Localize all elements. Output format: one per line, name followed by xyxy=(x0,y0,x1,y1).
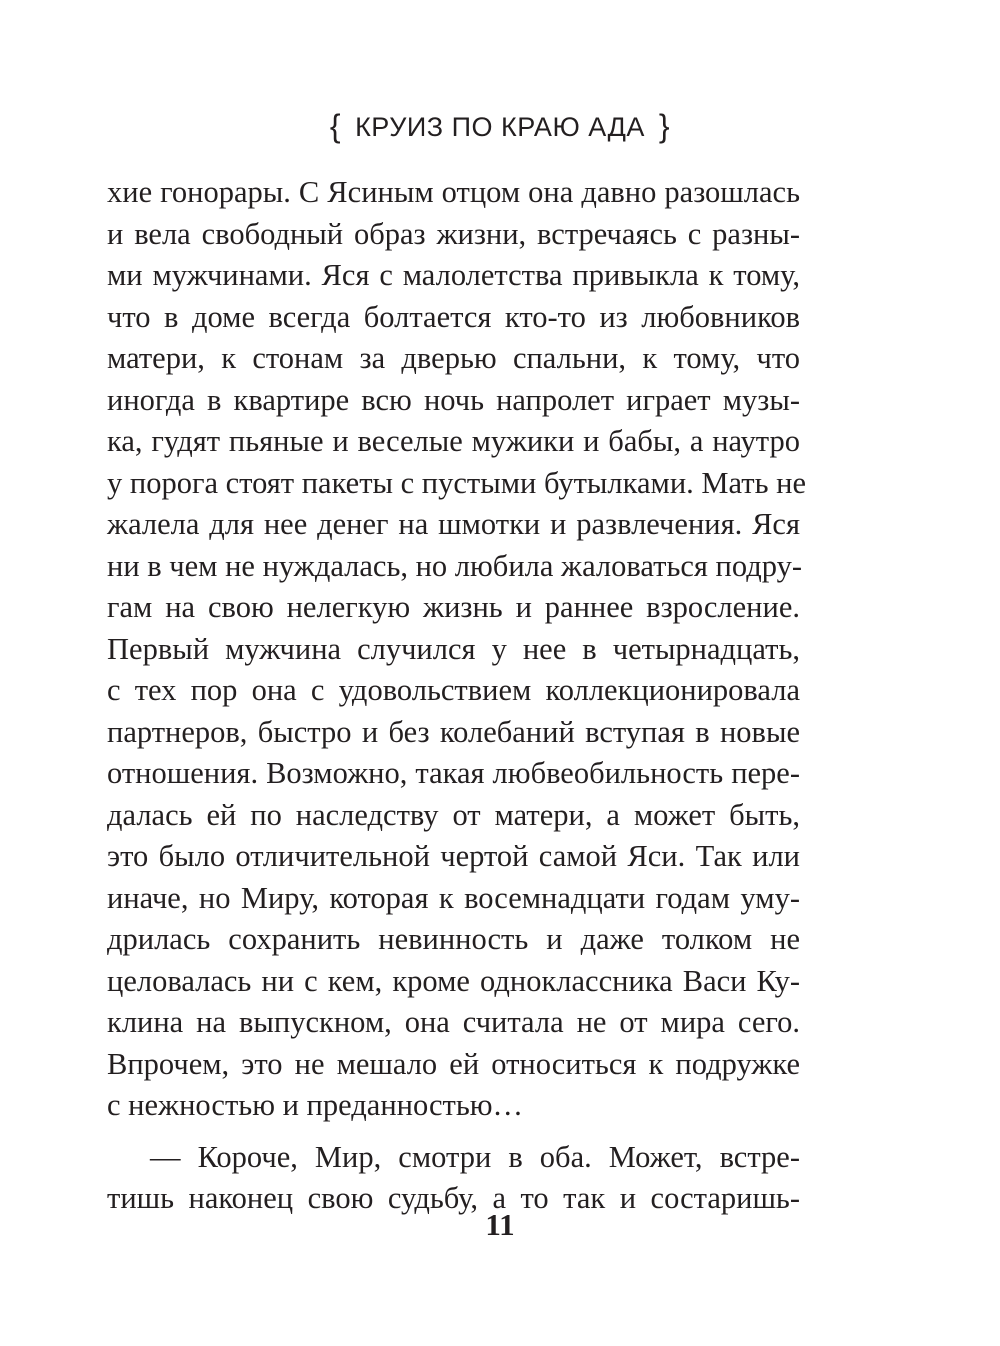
text-line: партнеров, быстро и без колебаний вступая в новые xyxy=(107,714,800,749)
text-line: тишь наконец свою судьбу, а то так и состаришь- xyxy=(107,1181,800,1215)
page-number: 11 xyxy=(485,1207,515,1242)
text-line: далась ей по наследству от матери, а может быть, xyxy=(107,797,800,832)
text-line: у порога стоят пакеты с пустыми бутылками. Мать не xyxy=(107,465,806,500)
text-line: иначе, но Миру, которая к восемнадцати годам уму- xyxy=(107,880,800,915)
text-line: гам на свою нелегкую жизнь и раннее взросление. xyxy=(107,590,800,624)
running-header xyxy=(0,108,1000,145)
text-line: жалела для нее денег на шмотки и развлечения. Яся xyxy=(107,507,800,541)
text-line: и вела свободный образ жизни, встречаясь с разны- xyxy=(107,216,800,251)
paragraph xyxy=(107,172,806,1127)
body-text xyxy=(107,172,806,1220)
book-title: КРУИЗ ПО КРАЮ АДА xyxy=(355,112,645,142)
header-brace-close: } xyxy=(658,108,671,144)
text-line: это было отличительной чертой самой Яси. Так или xyxy=(107,839,800,873)
text-line: Первый мужчина случился у нее в четырнадцать, xyxy=(107,631,800,666)
text-line: матери, к стонам за дверью спальни, к тому, что xyxy=(107,341,800,375)
text-line: ни в чем не нуждалась, но любила жаловаться подру- xyxy=(107,548,803,583)
text-line: что в доме всегда болтается кто-то из любовников xyxy=(107,299,800,334)
text-line: ми мужчинами. Яся с малолетства привыкла к тому, xyxy=(107,258,800,292)
text-line: с нежностью и преданностью… xyxy=(107,1088,524,1122)
text-line: хие гонорары. С Ясиным отцом она давно разошлась xyxy=(107,175,800,209)
paragraph-gap xyxy=(107,1127,800,1137)
text-line: Впрочем, это не мешало ей относиться к подружке xyxy=(107,1046,800,1081)
text-line: дрилась сохранить невинность и даже толком не xyxy=(107,922,800,956)
text-line: иногда в квартире всю ночь напролет играет музы- xyxy=(107,382,800,417)
text-line: ка, гудят пьяные и веселые мужики и бабы, а наутро xyxy=(107,424,800,458)
text-line: клина на выпускном, она считала не от мира сего. xyxy=(107,1005,800,1039)
text-line: — Короче, Мир, смотри в оба. Может, встре- xyxy=(150,1139,800,1174)
text-line: с тех пор она с удовольствием коллекционировала xyxy=(107,673,800,707)
header-brace-open: { xyxy=(329,108,342,144)
text-line: целовалась ни с кем, кроме одноклассника Васи Ку- xyxy=(107,963,800,998)
text-line: отношения. Возможно, такая любвеобильность пере- xyxy=(107,756,800,790)
